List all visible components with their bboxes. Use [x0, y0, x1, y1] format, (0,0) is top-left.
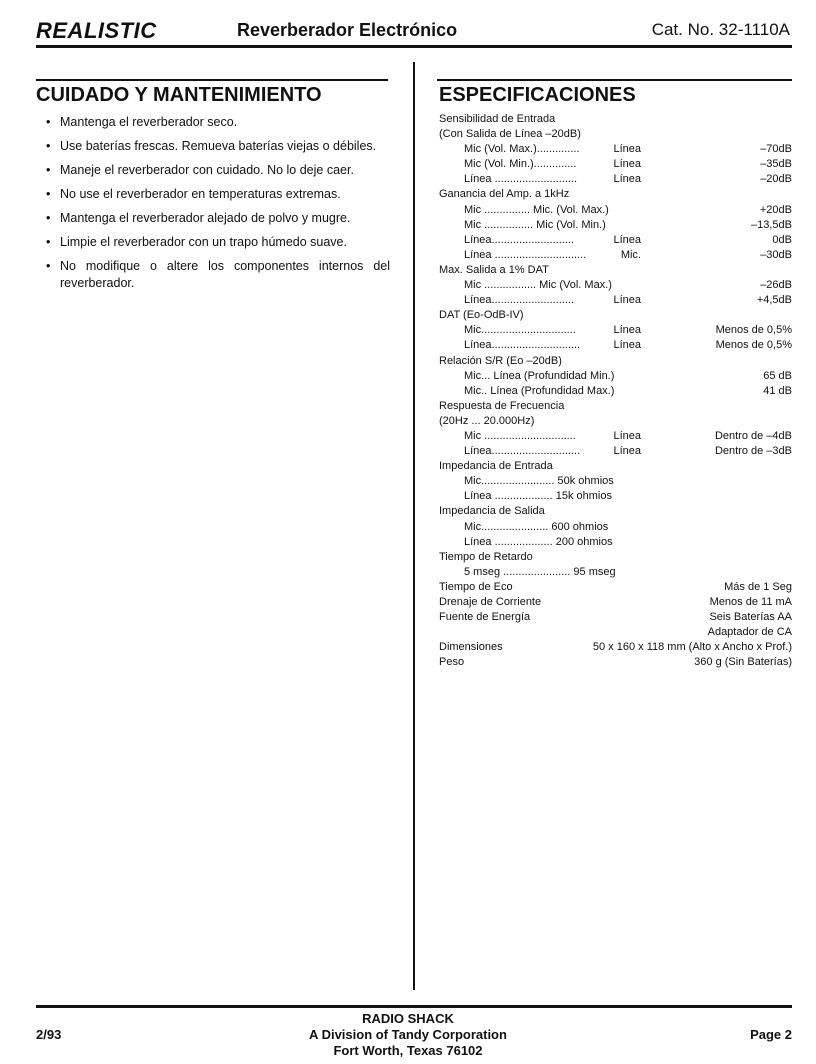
spec-item-label: Línea............................. — [464, 339, 581, 352]
footer-company — [0, 1011, 816, 1059]
care-item: • Mantenga el reverberador alejado de polvo y mugre. — [46, 210, 390, 227]
left-column-rule — [36, 79, 388, 81]
spec-row — [439, 112, 792, 127]
footer-date: 2/93 — [36, 1027, 62, 1042]
footer-rule — [36, 1005, 792, 1008]
spec-row — [439, 369, 792, 384]
header-rule — [36, 45, 792, 48]
spec-item-label: Mic........................ 50k ohmios — [464, 475, 614, 488]
spec-section-label: Tiempo de Retardo — [439, 550, 533, 563]
spec-row — [439, 384, 792, 399]
spec-section-label: (Con Salida de Línea –20dB) — [439, 128, 581, 141]
spec-row — [439, 354, 792, 369]
spec-item-label: Mic (Vol. Min.).............. — [464, 158, 577, 171]
spec-item-label: 5 mseg ...................... 95 mseg — [464, 565, 616, 578]
spec-value: +4,5dB — [756, 294, 792, 307]
spec-item-label: Mic .............................. — [464, 429, 576, 442]
spec-item-target: Línea — [613, 294, 641, 307]
spec-row — [439, 655, 792, 670]
spec-item-target: Línea — [613, 158, 641, 171]
spec-value: Seis Baterías AA — [709, 611, 792, 624]
spec-row — [439, 520, 792, 535]
spec-row — [439, 489, 792, 504]
spec-section-label: Impedancia de Entrada — [439, 460, 553, 473]
spec-item-target: Línea — [613, 429, 641, 442]
spec-item-label: Línea ................... 15k ohmios — [464, 490, 612, 503]
spec-row — [439, 399, 792, 414]
spec-row — [439, 610, 792, 625]
spec-item-label: Mic...................... 600 ohmios — [464, 520, 609, 533]
spec-row — [439, 187, 792, 202]
column-divider — [413, 62, 415, 990]
spec-section-label: Impedancia de Salida — [439, 505, 545, 518]
footer-company-line1: RADIO SHACK — [362, 1011, 454, 1026]
care-list — [46, 114, 390, 299]
spec-row — [439, 142, 792, 157]
footer-page-number: Page 2 — [750, 1027, 792, 1042]
spec-item-target: Línea — [613, 173, 641, 186]
spec-item-target: Línea — [613, 143, 641, 156]
specs-heading: ESPECIFICACIONES — [439, 84, 636, 106]
spec-row — [439, 263, 792, 278]
spec-row — [439, 203, 792, 218]
spec-row — [439, 535, 792, 550]
spec-item-label: Línea........................... — [464, 294, 575, 307]
spec-value: Adaptador de CA — [707, 626, 792, 639]
spec-value: –20dB — [760, 173, 792, 186]
spec-section-label: Tiempo de Eco — [439, 580, 513, 593]
spec-row — [439, 218, 792, 233]
spec-value: –70dB — [760, 143, 792, 156]
spec-item-label: Mic (Vol. Max.).............. — [464, 143, 580, 156]
spec-row — [439, 474, 792, 489]
spec-row — [439, 595, 792, 610]
spec-value: 65 dB — [763, 369, 792, 382]
spec-section-label: DAT (Eo-OdB-IV) — [439, 309, 524, 322]
brand-logo: REALISTIC — [36, 18, 157, 43]
spec-row — [439, 157, 792, 172]
spec-row — [439, 429, 792, 444]
care-item: • Use baterías frescas. Remueva baterías viejas o débiles. — [46, 138, 390, 155]
spec-row — [439, 550, 792, 565]
catalog-number: Cat. No. 32-1110A — [651, 20, 790, 39]
spec-section-label: Drenaje de Corriente — [439, 596, 542, 608]
spec-value: Menos de 0,5% — [715, 339, 792, 352]
right-column-rule — [437, 79, 792, 81]
spec-item-label: Mic ............... Mic. (Vol. Max.) — [464, 203, 609, 216]
spec-section-label: Sensibilidad de Entrada — [439, 113, 556, 125]
spec-item-label: Mic... Línea (Profundidad Min.) — [464, 369, 615, 382]
specs-table — [439, 112, 792, 670]
spec-value: Dentro de –3dB — [714, 445, 792, 458]
spec-value: 50 x 160 x 118 mm (Alto x Ancho x Prof.) — [592, 641, 792, 654]
spec-value: 41 dB — [763, 384, 792, 397]
spec-item-target: Línea — [613, 339, 641, 352]
footer-company-line3: Fort Worth, Texas 76102 — [333, 1043, 483, 1058]
care-item: • Limpie el reverberador con un trapo húmedo suave. — [46, 234, 390, 251]
spec-section-label: Ganancia del Amp. a 1kHz — [439, 188, 570, 201]
spec-section-label: (20Hz ... 20.000Hz) — [439, 414, 535, 427]
spec-value: 360 g (Sin Baterías) — [694, 656, 792, 669]
spec-value: Más de 1 Seg — [724, 580, 792, 593]
care-heading: CUIDADO Y MANTENIMIENTO — [36, 84, 322, 106]
document-title: Reverberador Electrónico — [237, 20, 458, 40]
spec-row — [439, 565, 792, 580]
spec-section-label: Respuesta de Frecuencia — [439, 399, 565, 412]
spec-value: –30dB — [760, 248, 792, 261]
spec-row — [439, 323, 792, 338]
care-item: • No modifique o altere los componentes internos del reverberador. — [46, 258, 390, 292]
spec-row — [439, 625, 792, 640]
spec-item-label: Mic ................ Mic (Vol. Min.) — [464, 218, 606, 231]
care-item: • Maneje el reverberador con cuidado. No lo deje caer. — [46, 162, 390, 179]
spec-section-label: Relación S/R (Eo –20dB) — [439, 354, 562, 367]
spec-item-target: Línea — [613, 324, 641, 337]
spec-row — [439, 580, 792, 595]
spec-row — [439, 640, 792, 655]
spec-item-label: Línea............................. — [464, 445, 581, 458]
spec-value: Dentro de –4dB — [714, 429, 792, 442]
spec-row — [439, 504, 792, 519]
spec-value: –26dB — [760, 279, 792, 292]
footer-company-line2: A Division of Tandy Corporation — [309, 1027, 507, 1042]
spec-row — [439, 233, 792, 248]
spec-item-label: Línea ................... 200 ohmios — [464, 535, 613, 548]
spec-value: 0dB — [772, 233, 792, 246]
spec-value: –13,5dB — [751, 218, 792, 231]
spec-value: +20dB — [759, 203, 792, 216]
spec-value: –35dB — [760, 158, 792, 171]
spec-row — [439, 248, 792, 263]
spec-item-label: Línea ........................... — [464, 173, 578, 186]
spec-section-label: Dimensiones — [439, 641, 503, 654]
spec-row — [439, 338, 792, 353]
care-item: • No use el reverberador en temperaturas extremas. — [46, 186, 390, 203]
spec-value: Menos de 11 mA — [709, 596, 792, 608]
spec-value: Menos de 0,5% — [715, 324, 792, 337]
spec-row — [439, 278, 792, 293]
spec-row — [439, 308, 792, 323]
spec-section-label: Fuente de Energía — [439, 611, 531, 624]
spec-item-label: Mic ................. Mic (Vol. Max.) — [464, 279, 612, 292]
spec-row — [439, 127, 792, 142]
spec-item-target: Línea — [613, 445, 641, 458]
spec-section-label: Peso — [439, 656, 465, 669]
spec-row — [439, 172, 792, 187]
spec-item-label: Línea........................... — [464, 233, 575, 246]
care-item: • Mantenga el reverberador seco. — [46, 114, 390, 131]
spec-row — [439, 444, 792, 459]
spec-item-label: Mic.. Línea (Profundidad Max.) — [464, 384, 615, 397]
spec-item-label: Línea .............................. — [464, 248, 587, 261]
spec-row — [439, 293, 792, 308]
spec-item-target: Línea — [613, 233, 641, 246]
spec-item-label: Mic............................... — [464, 324, 576, 337]
spec-section-label: Max. Salida a 1% DAT — [439, 263, 549, 276]
spec-item-target: Mic. — [620, 248, 641, 261]
spec-row — [439, 414, 792, 429]
spec-row — [439, 459, 792, 474]
